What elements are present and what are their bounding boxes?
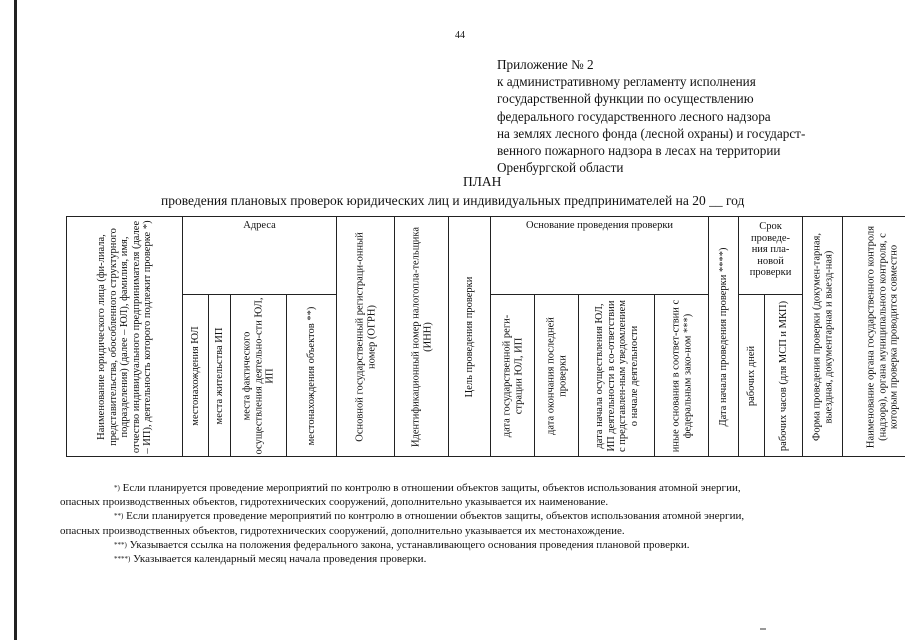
header-form: Форма проведения проверки (докумен-тарная, выездная, документарная и выезд-ная) xyxy=(803,217,843,457)
header-addr-actual: места фактического осуществления деятельно-сти ЮЛ, ИП xyxy=(231,295,287,457)
appendix-line: государственной функции по осуществлению xyxy=(497,91,754,107)
header-inn: Идентификационный номер налогопла-тельщика (ИНН) xyxy=(395,217,449,457)
footnote-3: ***) Указывается ссылка на положения федерального закона, устанавливающего основания проведения плановой проверки. xyxy=(114,538,690,551)
page-number: 44 xyxy=(455,30,465,41)
header-addresses: Адреса xyxy=(183,217,337,295)
appendix-line: федерального государственного лесного надзора xyxy=(497,108,771,124)
plan-title: ПЛАН xyxy=(463,174,502,189)
header-term-days: рабочих дней xyxy=(739,295,765,457)
header-addr-legal: местонахождения ЮЛ xyxy=(183,295,209,457)
plan-subtitle: проведения плановых проверок юридических лиц и индивидуальных предпринимателей на 20 __ год xyxy=(161,193,745,208)
footnote-1: *) Если планируется проведение мероприятий по контролю в отношении объектов защиты, объектов использования атомной энергии, xyxy=(114,482,741,494)
header-basis-activity-start: дата начала осуществления ЮЛ, ИП деятельности в со-ответствии с представлен-ным уведомлением о начале деятельности xyxy=(579,295,655,457)
header-basis-registration: дата государственной реги-страции ЮЛ, ИП xyxy=(491,295,535,457)
header-addr-residence: места жительства ИП xyxy=(209,295,231,457)
scan-speck xyxy=(760,628,766,630)
footnote-2: **) Если планируется проведение мероприятий по контролю в отношении объектов защиты, объектов использования атомной энергии, xyxy=(114,510,745,523)
header-term: Срок проведе-ния пла-новой проверки xyxy=(739,217,803,295)
appendix-line: Оренбургской области xyxy=(497,160,624,176)
header-entity-name: Наименование юридического лица (фи-лиала, представительства, обособленного структурного подразделения) (далее – ЮЛ), фамилия, имя, отчество индивидуального предпринимателя (далее – ИП), деятельность которого подлежит проверке *) xyxy=(67,217,183,457)
appendix-line: на землях лесного фонда (лесной охраны) и государст- xyxy=(497,125,806,141)
header-basis-last-check: дата окончания последней проверки xyxy=(535,295,579,457)
appendix-line: к административному регламенту исполнения xyxy=(497,74,756,90)
header-basis-other: иные основания в соответ-ствии с федеральным зако-ном ***) xyxy=(655,295,709,457)
page-binding-edge xyxy=(14,0,17,640)
header-addr-objects: местонахождения объектов **) xyxy=(287,295,337,457)
header-start-date: Дата начала проведения проверки ****) xyxy=(709,217,739,457)
inspection-plan-table xyxy=(66,216,905,457)
header-joint-body: Наименование органа государственного контроля (надзора), органа муниципального контроля, с которым проверка проводится совместно xyxy=(843,217,905,457)
header-basis: Основание проведения проверки xyxy=(491,217,709,295)
appendix-line: венного пожарного надзора в лесах на территории xyxy=(497,143,781,159)
appendix-heading xyxy=(497,56,877,176)
header-ogrn: Основной государственный регистраци-онный номер (ОГРН) xyxy=(337,217,395,457)
header-purpose: Цель проведения проверки xyxy=(449,217,491,457)
header-term-hours: рабочих часов (для МСП и МКП) xyxy=(765,295,803,457)
footnote-4: ****) Указывается календарный месяц начала проведения проверки. xyxy=(114,553,427,566)
footnote-2-continued: опасных производственных объектов, гидротехнических сооружений, дополнительно указывается их местонахождение. xyxy=(60,524,625,537)
appendix-line: Приложение № 2 xyxy=(497,57,594,72)
footnotes xyxy=(60,481,860,566)
footnote-1-continued: опасных производственных объектов, гидротехнических сооружений, дополнительно указывается их наименование. xyxy=(60,496,609,509)
